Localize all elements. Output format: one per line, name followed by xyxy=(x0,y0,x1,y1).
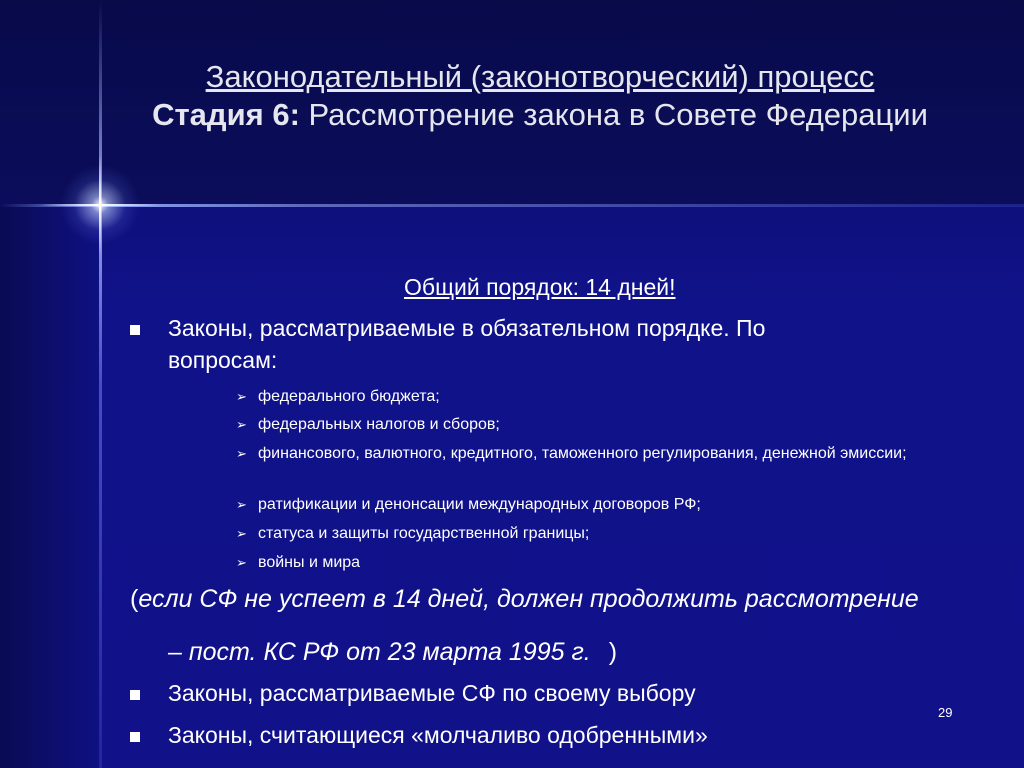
note-line2 xyxy=(168,636,617,668)
bullet-mandatory-laws-line1: Законы, рассматриваемые в обязательном порядке. По xyxy=(168,315,766,341)
stage-label: Стадия 6: xyxy=(152,97,300,132)
bullet-optional-laws: Законы, рассматриваемые СФ по своему выбору xyxy=(168,680,696,706)
note-close-paren: ) xyxy=(608,638,618,666)
list-item: войны и мира xyxy=(258,554,361,571)
note-line1 xyxy=(130,583,919,615)
list-item: ратификации и денонсации международных договоров РФ; xyxy=(258,496,701,513)
stage-text: Рассмотрение закона в Совете Федерации xyxy=(299,97,928,132)
arrow-bullet-icon: ➢ xyxy=(236,497,247,512)
bullet-square-icon xyxy=(130,325,140,335)
list-item: федеральных налогов и сборов; xyxy=(258,416,500,433)
list-item: статуса и защиты государственной границы; xyxy=(258,525,590,542)
list-item: финансового, валютного, кредитного, таможенного регулирования, денежной эмиссии; xyxy=(258,445,907,462)
list-item: федерального бюджета; xyxy=(258,388,440,405)
bullet-mandatory-laws-line2: вопросам: xyxy=(168,347,278,373)
bullet-square-icon xyxy=(130,690,140,700)
arrow-bullet-icon: ➢ xyxy=(236,389,247,404)
note-text-line1: если СФ не успеет в 14 дней, должен продолжить рассмотрение xyxy=(138,585,919,613)
arrow-bullet-icon: ➢ xyxy=(236,555,247,570)
bullet-square-icon xyxy=(130,732,140,742)
arrow-bullet-icon: ➢ xyxy=(236,446,247,461)
general-procedure-heading: Общий порядок: 14 дней! xyxy=(404,274,676,300)
note-open-paren: ( xyxy=(130,585,139,613)
bullet-tacit-approval-laws: Законы, считающиеся «молчаливо одобренными» xyxy=(168,722,708,748)
page-number: 29 xyxy=(938,705,953,720)
arrow-bullet-icon: ➢ xyxy=(236,526,247,541)
note-text-line2: – пост. КС РФ от 23 марта 1995 г. xyxy=(168,638,591,666)
title-line: Законодательный (законотворческий) процесс xyxy=(205,59,875,94)
arrow-bullet-icon: ➢ xyxy=(236,417,247,432)
